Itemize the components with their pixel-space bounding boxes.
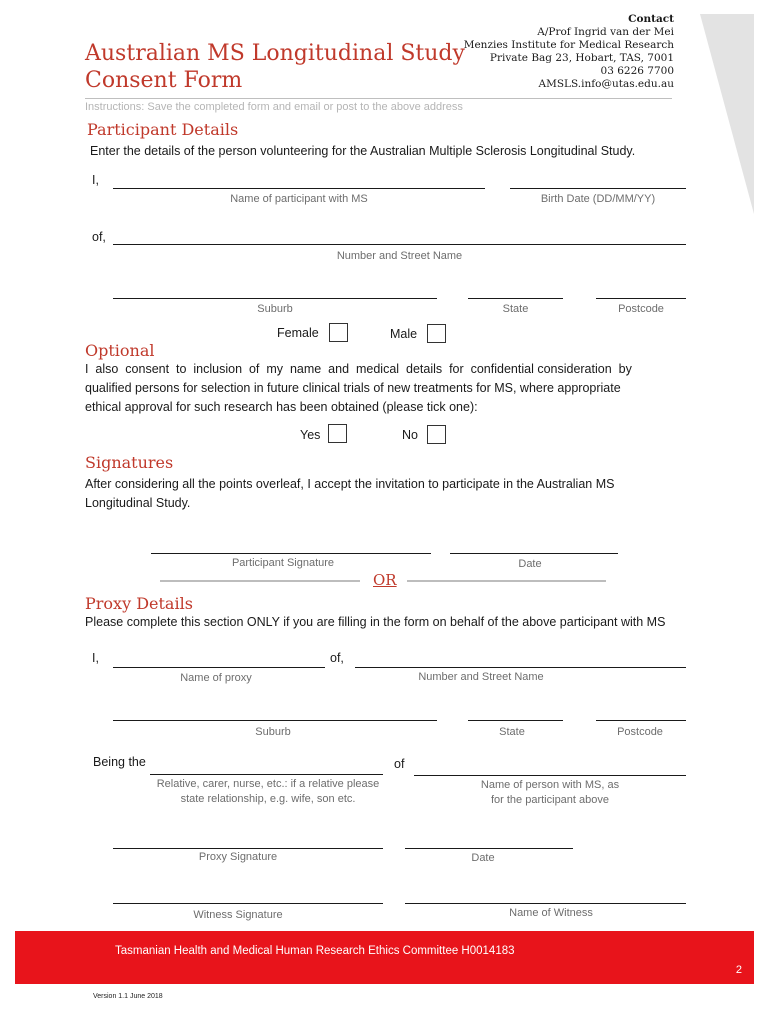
- female-checkbox[interactable]: [329, 323, 348, 342]
- contact-block: [464, 13, 674, 91]
- proxy-i-label: I,: [92, 651, 99, 665]
- proxy-signature-field[interactable]: [113, 848, 383, 849]
- participant-date-field[interactable]: [450, 553, 618, 554]
- participant-state-field[interactable]: [468, 298, 563, 299]
- person-caption-1: Name of person with MS, as: [480, 779, 620, 791]
- yes-checkbox[interactable]: [328, 424, 347, 443]
- contact-label: Contact: [628, 13, 674, 25]
- no-checkbox[interactable]: [427, 425, 446, 444]
- participant-postcode-field[interactable]: [596, 298, 686, 299]
- proxy-street-caption: Number and Street Name: [418, 671, 544, 683]
- contact-name: A/Prof Ingrid van der Mei: [537, 26, 674, 38]
- proxy-of2-label: of: [394, 757, 405, 771]
- participant-suburb-caption: Suburb: [257, 303, 293, 315]
- signatures-heading: Signatures: [85, 453, 174, 472]
- proxy-signature-caption: Proxy Signature: [198, 851, 278, 863]
- proxy-suburb-field[interactable]: [113, 720, 437, 721]
- witness-signature-field[interactable]: [113, 903, 383, 904]
- corner-decoration: [700, 14, 756, 214]
- proxy-person-field[interactable]: [414, 775, 686, 776]
- proxy-street-field[interactable]: [355, 667, 686, 668]
- witness-signature-caption: Witness Signature: [193, 909, 283, 921]
- participant-name-caption: Name of participant with MS: [230, 193, 368, 205]
- optional-line-3: ethical approval for such research has been obtained (please tick one):: [85, 400, 478, 414]
- optional-heading: Optional: [85, 341, 155, 360]
- person-caption-2: for the participant above: [490, 794, 610, 806]
- participant-birthdate-field[interactable]: [510, 188, 686, 189]
- proxy-state-caption: State: [499, 726, 525, 738]
- proxy-postcode-field[interactable]: [596, 720, 686, 721]
- proxy-date-field[interactable]: [405, 848, 573, 849]
- contact-institute: Menzies Institute for Medical Research: [463, 39, 674, 51]
- instructions: Instructions: Save the completed form and email or post to the above address: [85, 101, 463, 113]
- participant-street-field[interactable]: [113, 244, 686, 245]
- title-line-2: Consent Form: [85, 68, 243, 93]
- contact-phone: 03 6226 7700: [600, 65, 674, 77]
- participant-heading: Participant Details: [87, 120, 239, 139]
- participant-name-field[interactable]: [113, 188, 485, 189]
- signatures-line-2: Longitudinal Study.: [85, 496, 191, 510]
- participant-birthdate-caption: Birth Date (DD/MM/YY): [540, 193, 656, 205]
- participant-signature-caption: Participant Signature: [231, 557, 335, 569]
- being-label: Being the: [93, 755, 146, 769]
- proxy-of-label: of,: [330, 651, 344, 665]
- proxy-suburb-caption: Suburb: [255, 726, 291, 738]
- or-divider-left: [160, 580, 360, 582]
- participant-i-label: I,: [92, 173, 99, 187]
- title-line-1: Australian MS Longitudinal Study: [85, 41, 465, 66]
- ethics-footer-bar: [15, 931, 754, 984]
- contact-email[interactable]: AMSLS.info@utas.edu.au: [538, 78, 674, 90]
- proxy-date-caption: Date: [471, 852, 495, 864]
- optional-line-2: qualified persons for selection in future clinical trials of new treatments for MS, where appropriate: [85, 381, 621, 395]
- proxy-relationship-field[interactable]: [150, 774, 383, 775]
- participant-street-caption: Number and Street Name: [336, 250, 463, 262]
- page-title: [85, 40, 465, 94]
- proxy-intro: Please complete this section ONLY if you are filling in the form on behalf of the above participant with MS: [85, 615, 666, 629]
- proxy-heading: Proxy Details: [85, 594, 193, 613]
- page-number: 2: [735, 964, 742, 976]
- proxy-name-caption: Name of proxy: [180, 672, 252, 684]
- participant-intro: Enter the details of the person volunteering for the Australian Multiple Sclerosis Longitudinal Study.: [90, 144, 636, 158]
- participant-signature-field[interactable]: [151, 553, 431, 554]
- relationship-caption-2: state relationship, e.g. wife, son etc.: [180, 793, 356, 805]
- or-divider-right: [407, 580, 606, 582]
- contact-address: Private Bag 23, Hobart, TAS, 7001: [489, 52, 674, 64]
- female-label: Female: [277, 326, 319, 340]
- yes-label: Yes: [300, 428, 321, 442]
- participant-postcode-caption: Postcode: [618, 303, 664, 315]
- participant-state-caption: State: [502, 303, 529, 315]
- proxy-name-field[interactable]: [113, 667, 325, 668]
- participant-of-label: of,: [92, 230, 106, 244]
- proxy-postcode-caption: Postcode: [617, 726, 663, 738]
- witness-name-caption: Name of Witness: [509, 907, 593, 919]
- signatures-line-1: After considering all the points overleaf, I accept the invitation to participate in the Australian MS: [85, 477, 615, 491]
- optional-line-1: I also consent to inclusion of my name and medical details for confidential consideration by: [85, 362, 632, 376]
- participant-date-caption: Date: [518, 558, 542, 570]
- male-label: Male: [390, 327, 418, 341]
- participant-suburb-field[interactable]: [113, 298, 437, 299]
- witness-name-field[interactable]: [405, 903, 686, 904]
- ethics-statement: Tasmanian Health and Medical Human Research Ethics Committee H0014183: [115, 945, 515, 957]
- header-divider: [85, 98, 672, 99]
- male-checkbox[interactable]: [427, 324, 446, 343]
- version-label: Version 1.1 June 2018: [93, 993, 163, 1000]
- no-label: No: [402, 428, 418, 442]
- or-label: OR: [373, 571, 397, 589]
- proxy-state-field[interactable]: [468, 720, 563, 721]
- relationship-caption-1: Relative, carer, nurse, etc.: if a relative please: [156, 778, 380, 790]
